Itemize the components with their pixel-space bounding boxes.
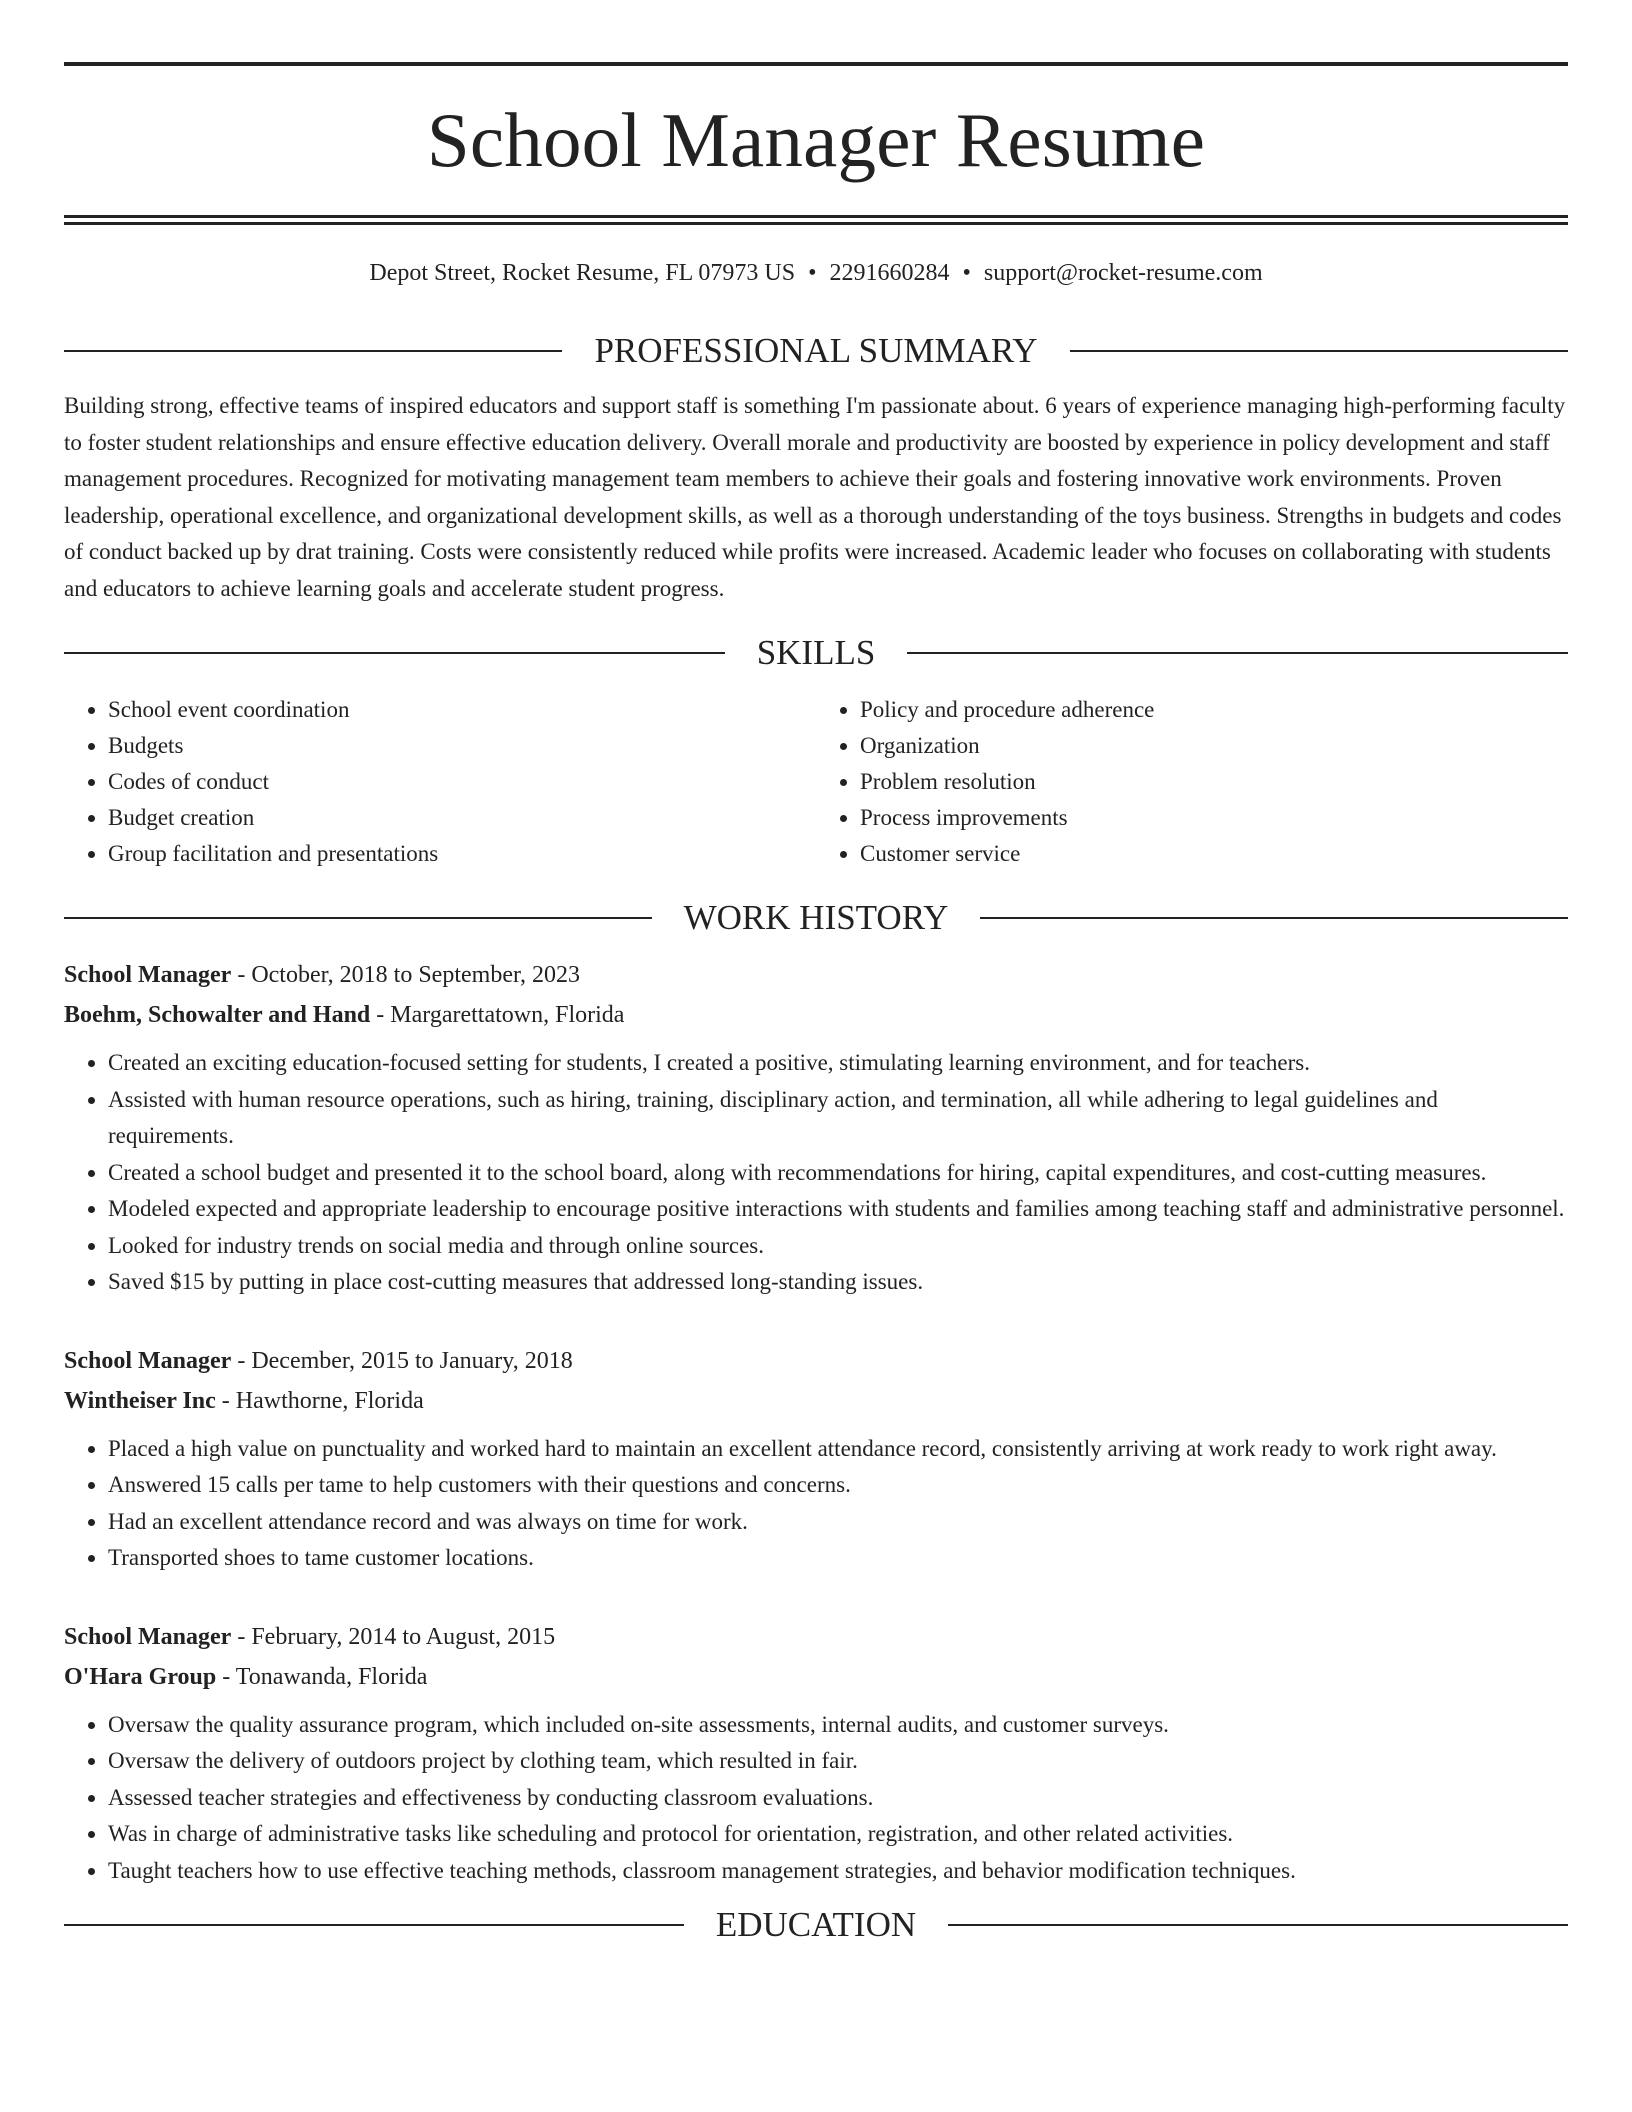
top-rule	[64, 62, 1568, 66]
job-entry	[64, 1341, 1568, 1577]
job-dates: - October, 2018 to September, 2023	[231, 962, 580, 988]
resume-title: School Manager Resume	[426, 97, 1206, 183]
skill-item: • School event coordination	[108, 692, 816, 728]
job-title-line	[64, 955, 1568, 995]
skill-item: • Budget creation	[108, 800, 816, 836]
heading-rule-right	[980, 917, 1568, 919]
skill-item: • Customer service	[860, 836, 1568, 872]
job-dates: - February, 2014 to August, 2015	[231, 1623, 556, 1650]
job-bullet: • Was in charge of administrative tasks like scheduling and protocol for orientation, registration, and other related activities.	[108, 1816, 1568, 1853]
job-bullet: • Had an excellent attendance record and was always on time for work.	[108, 1504, 1568, 1541]
job-company: Boehm, Schowalter and Hand	[64, 1002, 371, 1028]
work-heading-label: WORK HISTORY	[683, 898, 949, 937]
contact-line	[64, 261, 1568, 285]
job-bullet: • Transported shoes to tame customer locations.	[108, 1540, 1568, 1577]
job-title-line	[64, 1617, 1568, 1657]
education-heading-label: EDUCATION	[715, 1905, 917, 1944]
job-company-line	[64, 1381, 1568, 1421]
job-bullet: • Looked for industry trends on social media and through online sources.	[108, 1228, 1568, 1265]
job-bullets	[64, 1707, 1568, 1890]
heading-rule-left	[64, 1924, 684, 1926]
skill-item: • Organization	[860, 728, 1568, 764]
job-title: School Manager	[64, 962, 232, 988]
job-title: School Manager	[64, 1347, 232, 1374]
job-entry	[64, 955, 1568, 1301]
heading-rule-left	[64, 917, 652, 919]
skills-section-heading	[64, 635, 1568, 670]
contact-phone: 2291660284	[829, 260, 950, 286]
skill-item: • Group facilitation and presentations	[108, 836, 816, 872]
job-bullet: • Oversaw the delivery of outdoors project by clothing team, which resulted in fair.	[108, 1743, 1568, 1780]
skill-item: • Codes of conduct	[108, 764, 816, 800]
skills-column-left	[64, 692, 816, 872]
skills-heading-label: SKILLS	[756, 633, 876, 672]
resume-page	[64, 0, 1568, 1942]
job-bullet: • Created an exciting education-focused setting for students, I created a positive, stimulating learning environment, and for teachers.	[108, 1045, 1568, 1082]
skills-list	[64, 692, 1568, 872]
job-bullets	[64, 1045, 1568, 1301]
heading-rule-left	[64, 652, 725, 654]
job-location: - Margarettatown, Florida	[370, 1002, 625, 1028]
skill-item: • Budgets	[108, 728, 816, 764]
job-bullet: • Taught teachers how to use effective teaching methods, classroom management strategies, and behavior modification techniques.	[108, 1853, 1568, 1890]
summary-text: Building strong, effective teams of inspired educators and support staff is something I'm passionate about. 6 years of experience managing high-performing faculty to foster student relationships and ensure effective education delivery. Overall morale and productivity are boosted by experience in policy development and staff management procedures. Recognized for motivating management team members to achieve their goals and fostering innovative work environments. Proven leadership, operational excellence, and organizational development skills, as well as a thorough understanding of the toys business. Strengths in budgets and codes of conduct backed up by drat training. Costs were consistently reduced while profits were increased. Academic leader who focuses on collaborating with students and educators to achieve learning goals and accelerate student progress.	[64, 393, 1566, 601]
summary-section-heading	[64, 333, 1568, 368]
job-bullets	[64, 1431, 1568, 1577]
skills-column-right	[816, 692, 1568, 872]
job-bullet: • Saved $15 by putting in place cost-cutting measures that addressed long-standing issues.	[108, 1264, 1568, 1301]
job-bullet: • Placed a high value on punctuality and worked hard to maintain an excellent attendance record, consistently arriving at work ready to work right away.	[108, 1431, 1568, 1468]
job-bullet: • Assessed teacher strategies and effectiveness by conducting classroom evaluations.	[108, 1780, 1568, 1817]
contact-email: support@rocket-resume.com	[983, 260, 1263, 286]
skill-item: • Process improvements	[860, 800, 1568, 836]
job-dates: - December, 2015 to January, 2018	[231, 1347, 573, 1374]
contact-address: Depot Street, Rocket Resume, FL 07973 US	[369, 260, 796, 286]
heading-rule-left	[64, 350, 562, 352]
job-title-line	[64, 1341, 1568, 1381]
job-company-line	[64, 1657, 1568, 1697]
job-company: Wintheiser Inc	[64, 1387, 216, 1414]
heading-rule-right	[1070, 350, 1568, 352]
education-section-heading	[64, 1907, 1568, 1942]
job-company-line	[64, 995, 1568, 1035]
contact-separator: •	[962, 260, 971, 286]
job-bullet: • Created a school budget and presented it to the school board, along with recommendations for hiring, capital expenditures, and cost-cutting measures.	[108, 1155, 1568, 1192]
job-bullet: • Oversaw the quality assurance program, which included on-site assessments, internal audits, and customer surveys.	[108, 1707, 1568, 1744]
job-location: - Tonawanda, Florida	[216, 1663, 428, 1690]
heading-rule-right	[948, 1924, 1568, 1926]
title-double-rule	[64, 215, 1568, 225]
job-location: - Hawthorne, Florida	[215, 1387, 424, 1414]
job-entry	[64, 1617, 1568, 1890]
heading-rule-right	[907, 652, 1568, 654]
summary-heading-label: PROFESSIONAL SUMMARY	[594, 331, 1038, 370]
job-bullet: • Modeled expected and appropriate leadership to encourage positive interactions with students and families among teaching staff and administrative personnel.	[108, 1191, 1568, 1228]
job-bullet: • Answered 15 calls per tame to help customers with their questions and concerns.	[108, 1467, 1568, 1504]
job-bullet: • Assisted with human resource operations, such as hiring, training, disciplinary action, and termination, all while adhering to legal guidelines and requirements.	[108, 1082, 1568, 1155]
work-section-heading	[64, 900, 1568, 935]
job-title: School Manager	[64, 1623, 232, 1650]
skill-item: • Problem resolution	[860, 764, 1568, 800]
job-company: O'Hara Group	[64, 1663, 217, 1690]
skill-item: • Policy and procedure adherence	[860, 692, 1568, 728]
contact-separator: •	[808, 260, 817, 286]
